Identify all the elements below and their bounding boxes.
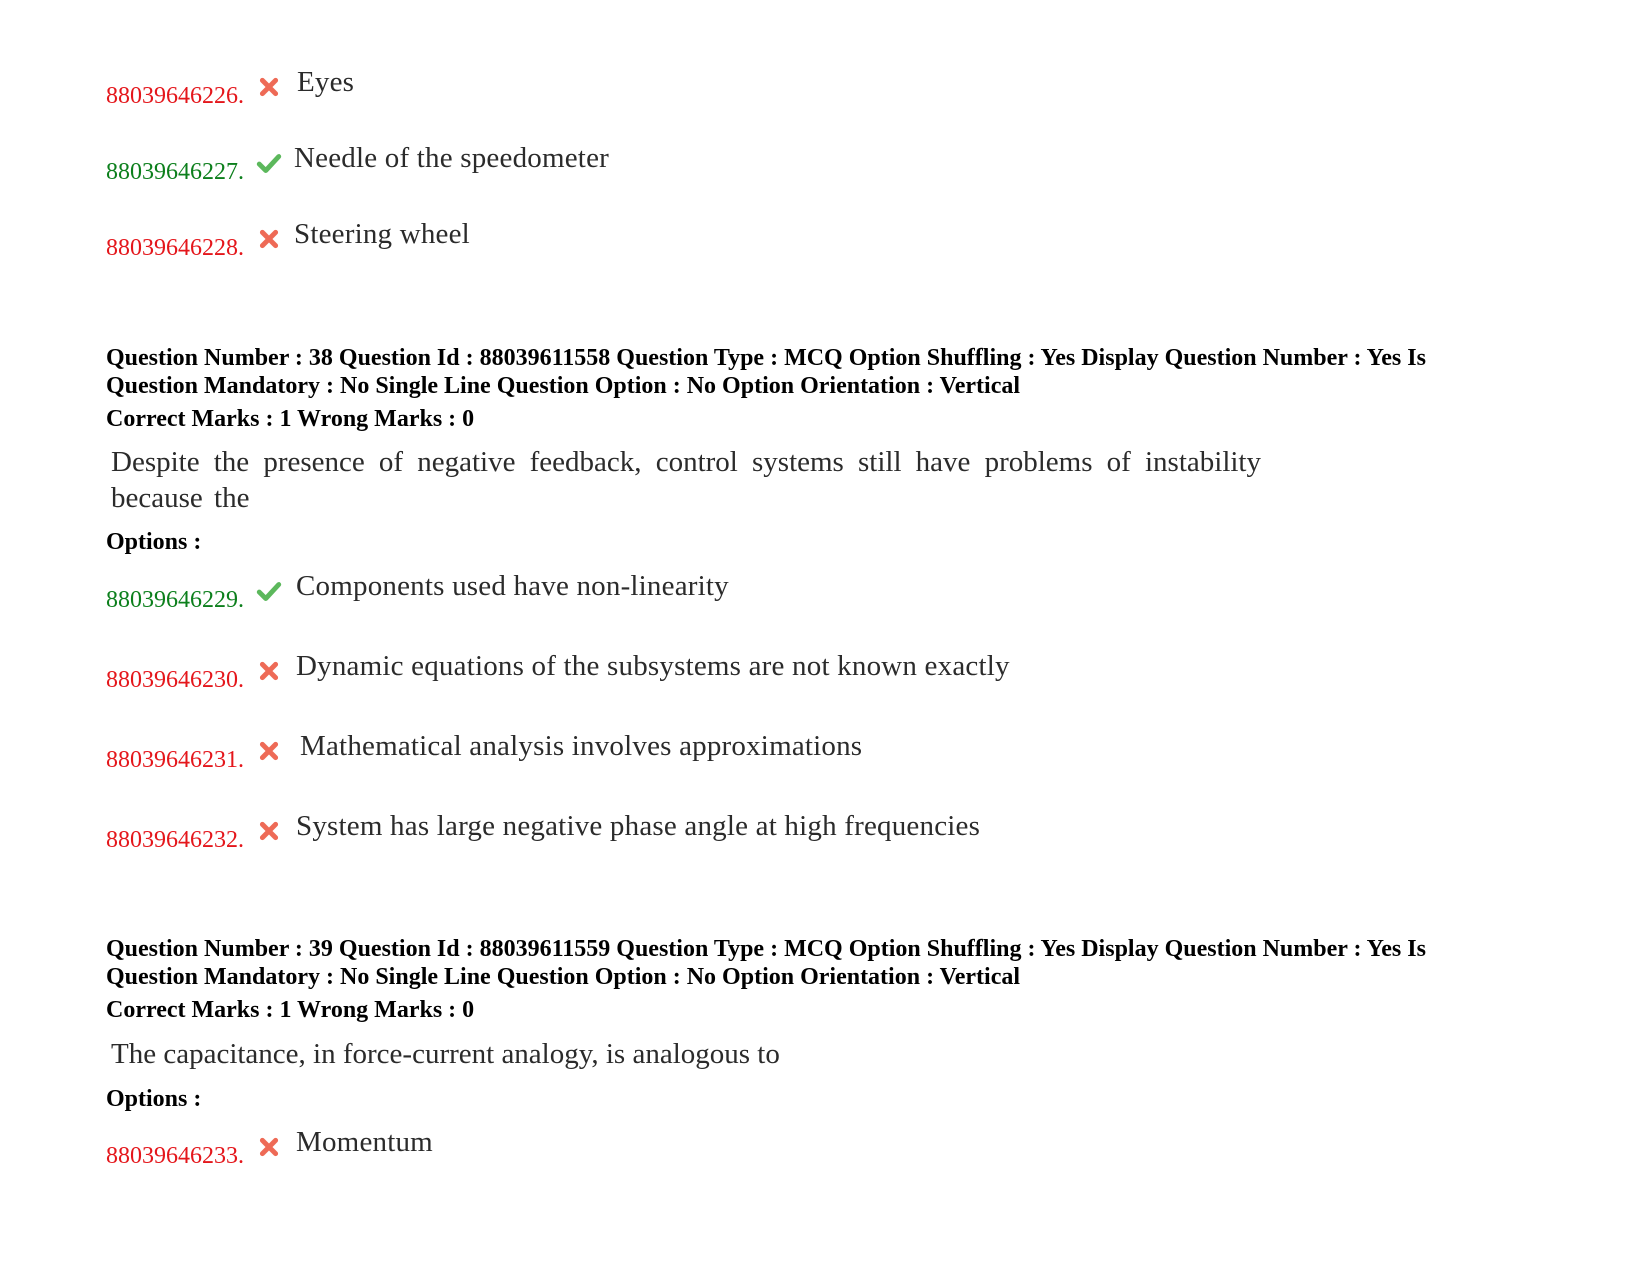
option-id: 88039646227. (106, 159, 244, 185)
option-id: 88039646231. (106, 747, 244, 773)
options-label: Options : (106, 529, 202, 555)
option-text: Momentum (296, 1126, 433, 1158)
option-text: Mathematical analysis involves approximations (300, 730, 863, 762)
question-text: Despite the presence of negative feedback, control systems still have problems of instability because the (111, 446, 1261, 514)
option-id: 88039646228. (106, 235, 244, 261)
marks-line: Correct Marks : 1 Wrong Marks : 0 (106, 997, 475, 1023)
cross-icon (258, 740, 280, 762)
option-text: Dynamic equations of the subsystems are not known exactly (296, 650, 1010, 682)
option-text: Steering wheel (294, 218, 470, 250)
question-meta-line: Question Number : 39 Question Id : 88039611559 Question Type : MCQ Option Shuffling : Yes Display Question Number : Yes Is (106, 936, 1426, 962)
question-meta-line: Question Mandatory : No Single Line Question Option : No Option Orientation : Vertical (106, 373, 1021, 399)
check-icon (256, 580, 282, 602)
option-id: 88039646230. (106, 667, 244, 693)
option-text: Needle of the speedometer (294, 142, 609, 174)
option-id: 88039646226. (106, 83, 244, 109)
option-text: Eyes (297, 66, 355, 98)
question-meta-line: Question Number : 38 Question Id : 88039611558 Question Type : MCQ Option Shuffling : Yes Display Question Number : Yes Is (106, 345, 1426, 371)
question-meta (106, 935, 1546, 991)
cross-icon (258, 660, 280, 682)
question-meta-line: Question Mandatory : No Single Line Question Option : No Option Orientation : Vertical (106, 964, 1021, 990)
cross-icon (258, 76, 280, 98)
cross-icon (258, 228, 280, 250)
option-text: Components used have non-linearity (296, 570, 729, 602)
option-id: 88039646233. (106, 1143, 244, 1169)
option-id: 88039646232. (106, 827, 244, 853)
options-label: Options : (106, 1086, 202, 1112)
option-id: 88039646229. (106, 587, 244, 613)
marks-line: Correct Marks : 1 Wrong Marks : 0 (106, 406, 475, 432)
cross-icon (258, 820, 280, 842)
option-text: System has large negative phase angle at high frequencies (296, 810, 981, 842)
question-meta (106, 344, 1546, 400)
question-text: The capacitance, in force-current analogy, is analogous to (111, 1038, 780, 1070)
cross-icon (258, 1136, 280, 1158)
check-icon (256, 152, 282, 174)
